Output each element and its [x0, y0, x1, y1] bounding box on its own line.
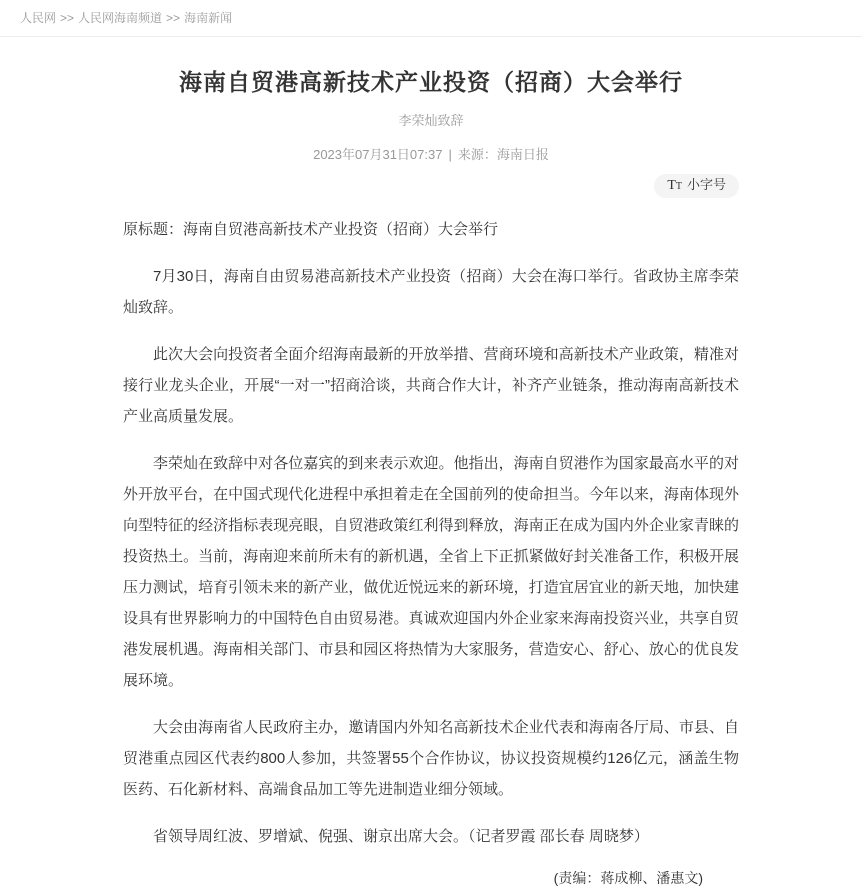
font-size-label: 小字号 [686, 177, 726, 192]
source-link[interactable]: 海南日报 [496, 147, 549, 162]
font-size-icon: TT [667, 178, 682, 193]
article-paragraph: 此次大会向投资者全面介绍海南最新的开放举措、营商环境和高新技术产业政策，精准对接行业龙头企业，开展“一对一”招商洽谈，共商合作大计，补齐产业链条，推动海南高新技术产业高质量发展。 [123, 346, 739, 425]
article-paragraph: 省领导周红波、罗增斌、倪强、谢京出席大会。（记者罗霞 邵长春 周晓梦） [153, 828, 649, 845]
article-paragraph: 7月30日，海南自由贸易港高新技术产业投资（招商）大会在海口举行。省政协主席李荣灿致辞。 [123, 268, 739, 316]
article-paragraph: 大会由海南省人民政府主办，邀请国内外知名高新技术企业代表和海南各厅局、市县、自贸港重点园区代表约800人参加，共签署55个合作协议，协议投资规模约126亿元，涵盖生物医药、石化新材料、高端食品加工等先进制造业细分领域。 [123, 719, 739, 798]
breadcrumb-link-hainan-channel[interactable]: 人民网海南频道 [78, 11, 163, 25]
article-paragraph: 李荣灿在致辞中对各位嘉宾的到来表示欢迎。他指出，海南自贸港作为国家最高水平的对外开放平台，在中国式现代化进程中承担着走在全国前列的使命担当。今年以来，海南体现外向型特征的经济指标表现亮眼，自贸港政策红利得到释放，海南正在成为国内外企业家青睐的投资热土。当前，海南迎来前所未有的新机遇，全省上下正抓紧做好封关准备工作，积极开展压力测试，培育引领未来的新产业，做优近悦远来的新环境，打造宜居宜业的新天地，加快建设具有世界影响力的中国特色自由贸易港。真诚欢迎国内外企业家来海南投资兴业，共享自贸港发展机遇。海南相关部门、市县和园区将热情为大家服务，营造安心、舒心、放心的优良发展环境。 [123, 455, 739, 689]
page-title: 海南自贸港高新技术产业投资（招商）大会举行 [179, 69, 683, 95]
original-title-line: 原标题：海南自贸港高新技术产业投资（招商）大会举行 [123, 221, 499, 238]
article-meta [123, 144, 739, 163]
article-subtitle: 李荣灿致辞 [398, 113, 464, 128]
source-label: 来源： [457, 147, 497, 162]
article-toolbar [123, 174, 739, 198]
article-body [123, 214, 739, 852]
breadcrumb [0, 0, 862, 37]
font-size-button[interactable] [654, 174, 739, 198]
article-container [123, 64, 739, 888]
meta-separator: | [448, 147, 452, 162]
breadcrumb-link-peoples-daily[interactable]: 人民网 [20, 11, 57, 25]
editor-note: (责编：蒋成柳、潘惠文) [553, 870, 703, 886]
breadcrumb-separator: >> [60, 11, 75, 25]
breadcrumb-separator: >> [166, 11, 181, 25]
breadcrumb-link-hainan-news[interactable]: 海南新闻 [184, 11, 233, 25]
publish-date: 2023年07月31日07:37 [313, 147, 443, 162]
